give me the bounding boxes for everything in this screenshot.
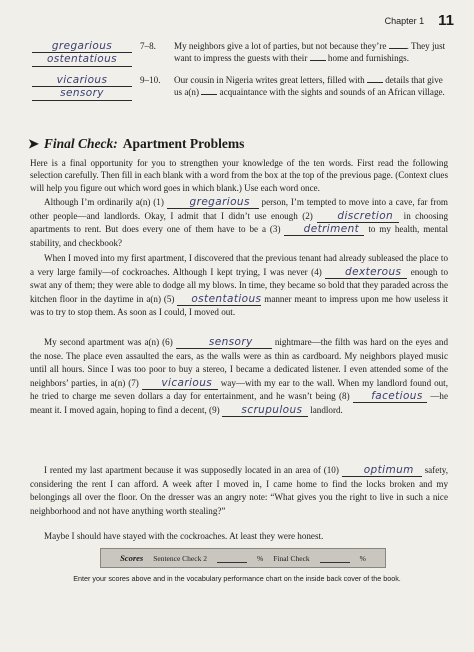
blank-4[interactable]: dexterous — [325, 266, 407, 279]
answer-7[interactable]: gregarious — [32, 40, 132, 53]
blank-5[interactable]: ostentatious — [177, 293, 261, 306]
sentence-item-9-10 — [32, 74, 452, 124]
answer-8[interactable]: ostentatious — [32, 53, 132, 66]
item-sentence: My neighbors give a lot of parties, but not because they’re . They just want to impress the guests with their home and furnishings. — [174, 41, 446, 64]
final-check-score-label: Final Check — [273, 553, 310, 563]
item-number: 7–8. — [140, 41, 156, 51]
scores-label: Scores — [120, 553, 144, 563]
blank-1[interactable]: gregarious — [167, 196, 259, 209]
footer-note: Enter your scores above and in the vocabulary performance chart on the inside back cover of the book. — [73, 574, 401, 583]
story-paragraph-5: Maybe I should have stayed with the cockroaches. At least they were honest. — [44, 531, 324, 541]
answer-blanks — [32, 74, 132, 101]
percent-sign: % — [256, 553, 264, 563]
blank-3[interactable]: detriment — [284, 223, 364, 236]
answer-blanks — [32, 40, 132, 67]
item-number: 9–10. — [140, 75, 161, 85]
chapter-label: Chapter 1 — [384, 15, 425, 26]
page-number: 11 — [438, 12, 454, 29]
blank-6[interactable]: sensory — [176, 336, 272, 349]
arrow-icon: ➤ — [28, 136, 39, 151]
story-paragraph-3: My second apartment was a(n) (6) sensory nightmare—the filth was hard on the eyes and the nose. The place even assaulted the ears, as the walls were as thin as cardboard. My neighbors played music until all hours. Since I was too poor to buy a stereo, I became a dedicated listener. I even attended some of the neighbors’ parties, in a(n) (7) vicarious way—with my ear to the wall. When my landlord found out, he tried to charge me seven dollars a day for entertainment, and he wasn’t being (8) facetious —he meant it. I moved again, hoping to find a decent, (9) scrupulous landlord. — [30, 336, 448, 416]
blank-8[interactable]: facetious — [353, 390, 427, 403]
final-check-score-field[interactable] — [320, 554, 350, 563]
blank-10[interactable]: optimum — [342, 464, 422, 477]
story-paragraph-2: When I moved into my first apartment, I discovered that the previous tenant had already subleased the place to a very large family—of cockroaches. Although I kept trying, I was never (4) dexterous enough to swat any of them; they were able to dodge all my blows. In time, they became so bold that they paraded across the kitchen floor in the daytime in a(n) (5) ostentatious manner meant to impress upon me how useless it was to try to stop them. As soon as I could, I moved out. — [30, 253, 449, 318]
sentence-check-score-field[interactable] — [217, 554, 247, 563]
story-paragraph-1: Although I’m ordinarily a(n) (1) gregarious person, I’m tempted to move into a cave, far from other people—and landlords. Okay, I admit that I didn’t use enough (2) discretion in choosing apartments to rent. But does every one of them have to be a (3) detriment to my health, mental stability, and checkbook? — [30, 196, 449, 248]
percent-sign: % — [359, 553, 366, 563]
final-check-heading — [28, 136, 244, 152]
answer-10[interactable]: sensory — [32, 87, 132, 100]
blank-9[interactable]: scrupulous — [222, 404, 308, 417]
blank-7[interactable]: vicarious — [142, 377, 218, 390]
sentence-check-label: Sentence Check 2 — [153, 553, 207, 563]
story-paragraph-4: I rented my last apartment because it was supposedly located in an area of (10) optimum safety, considering the rent I can afford. A week after I moved in, I came home to find the locks broken and my belongings all over the floor. On the dresser was an angry note: “What gives you the right to live in such a nice neighborhood and not have anything worth stealing?” — [30, 464, 449, 516]
instructions: Here is a final opportunity for you to strengthen your knowledge of the ten words. First read the following selection carefully. Then fill in each blank with a word from the box at the top of the previous page. (Context clues will help you figure out which word goes in which blank.) Use each word once. — [30, 158, 448, 193]
blank-2[interactable]: discretion — [317, 210, 399, 223]
page-header — [385, 12, 454, 29]
score-bar — [100, 548, 386, 568]
final-check-label: Final Check: — [43, 136, 118, 151]
final-check-title: Apartment Problems — [122, 136, 245, 151]
answer-9[interactable]: vicarious — [32, 74, 132, 87]
item-sentence: Our cousin in Nigeria writes great letters, filled with details that give us a(n) acquaintance with the sights and sounds of an African village. — [174, 75, 445, 98]
